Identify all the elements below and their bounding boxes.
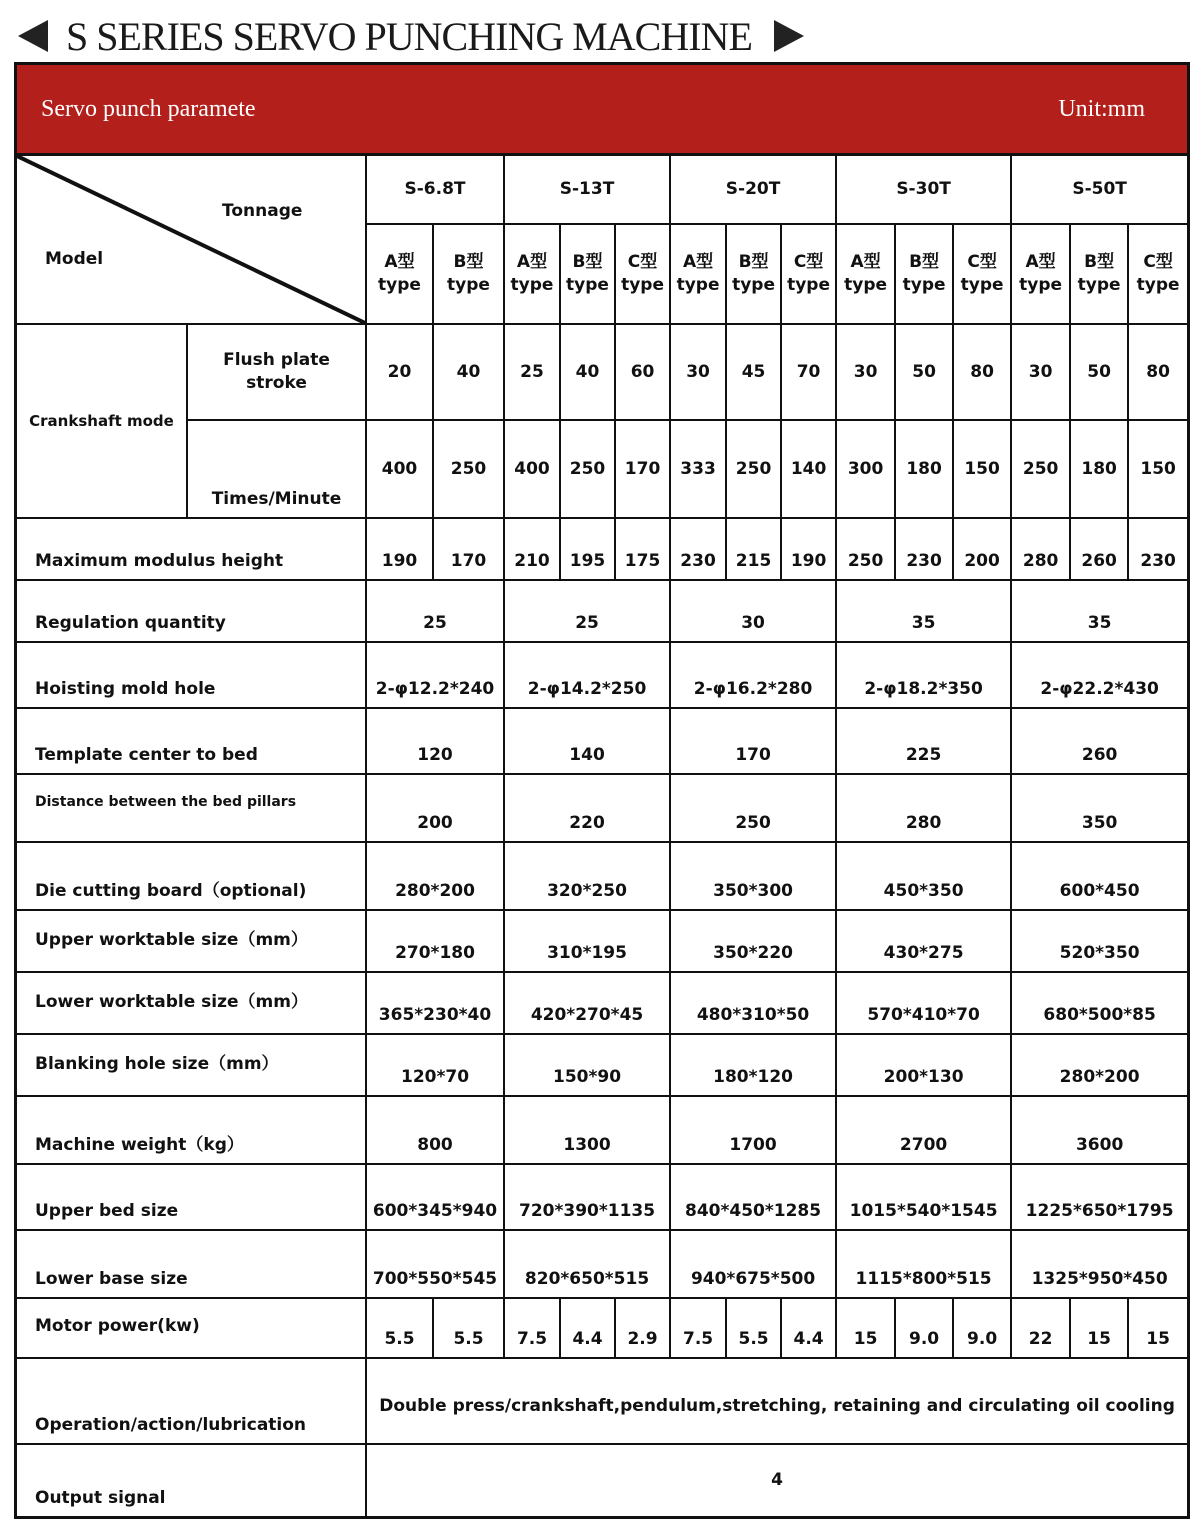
- max-modulus-value: 215: [726, 518, 781, 580]
- type-word: type: [510, 275, 554, 295]
- banner-unit: Unit:mm: [1058, 95, 1145, 122]
- type-letter: B型: [909, 252, 940, 273]
- row-value: 2-φ22.2*430: [1011, 642, 1187, 708]
- flush-value: 30: [1011, 324, 1070, 420]
- row-value: 280: [836, 774, 1011, 842]
- type-word: type: [621, 275, 664, 295]
- type-word: type: [787, 275, 831, 295]
- title-bar: [18, 10, 804, 62]
- row-grouped: [17, 642, 1187, 708]
- flush-value: 40: [433, 324, 504, 420]
- row-times-minute: [17, 420, 1187, 518]
- operation-value: Double press/crankshaft,pendulum,stretching, retaining and circulating oil cooling: [366, 1358, 1187, 1444]
- diagonal-line: [17, 156, 365, 323]
- type-header: [670, 224, 726, 324]
- row-grouped: [17, 1230, 1187, 1298]
- output-signal-label: Output signal: [17, 1444, 366, 1516]
- max-modulus-value: 210: [504, 518, 560, 580]
- row-label: Lower worktable size（mm）: [17, 972, 366, 1034]
- row-value: 3600: [1011, 1096, 1187, 1164]
- type-letter: C型: [1143, 252, 1173, 273]
- header-diagonal-cell: [17, 156, 366, 324]
- arrow-right-icon[interactable]: [774, 20, 804, 52]
- type-header: [1070, 224, 1128, 324]
- row-label: Machine weight（kg）: [17, 1096, 366, 1164]
- motor-power-value: 5.5: [433, 1298, 504, 1358]
- type-word: type: [732, 275, 775, 295]
- flush-value: 30: [836, 324, 895, 420]
- row-value: 170: [670, 708, 836, 774]
- type-letter: B型: [738, 252, 769, 273]
- row-value: 2700: [836, 1096, 1011, 1164]
- type-word: type: [378, 275, 421, 295]
- row-value: 120: [366, 708, 504, 774]
- flush-label-line2: stroke: [246, 373, 307, 393]
- row-grouped: [17, 708, 1187, 774]
- flush-value: 20: [366, 324, 433, 420]
- row-value: 150*90: [504, 1034, 670, 1096]
- row-value: 600*450: [1011, 842, 1187, 910]
- row-value: 430*275: [836, 910, 1011, 972]
- row-value: 450*350: [836, 842, 1011, 910]
- flush-plate-label: [187, 324, 366, 420]
- row-value: 250: [670, 774, 836, 842]
- row-value: 200: [366, 774, 504, 842]
- row-value: 25: [504, 580, 670, 642]
- operation-label: Operation/action/lubrication: [17, 1358, 366, 1444]
- row-value: 1015*540*1545: [836, 1164, 1011, 1230]
- flush-value: 30: [670, 324, 726, 420]
- row-label: Regulation quantity: [17, 580, 366, 642]
- type-letter: A型: [850, 252, 881, 273]
- type-header: [781, 224, 836, 324]
- row-grouped: [17, 1164, 1187, 1230]
- type-header: [1128, 224, 1187, 324]
- row-grouped: [17, 1034, 1187, 1096]
- flush-value: 45: [726, 324, 781, 420]
- motor-power-value: 5.5: [726, 1298, 781, 1358]
- times-value: 300: [836, 420, 895, 518]
- max-modulus-value: 195: [560, 518, 615, 580]
- type-letter: A型: [384, 252, 415, 273]
- type-header: [726, 224, 781, 324]
- banner-title: Servo punch paramete: [41, 95, 256, 122]
- max-modulus-value: 175: [615, 518, 670, 580]
- row-value: 220: [504, 774, 670, 842]
- motor-power-unit: (kw): [157, 1316, 200, 1336]
- motor-power-value: 7.5: [670, 1298, 726, 1358]
- spec-table-container: [14, 62, 1190, 1519]
- row-value: 720*390*1135: [504, 1164, 670, 1230]
- row-value: 25: [366, 580, 504, 642]
- row-value: 225: [836, 708, 1011, 774]
- type-letter: C型: [967, 252, 997, 273]
- flush-value: 50: [1070, 324, 1128, 420]
- motor-power-value: 15: [1128, 1298, 1187, 1358]
- max-modulus-value: 190: [366, 518, 433, 580]
- row-operation: [17, 1358, 1187, 1444]
- times-value: 250: [560, 420, 615, 518]
- type-letter: A型: [682, 252, 714, 273]
- spec-table: [17, 156, 1187, 1516]
- row-label: Lower base size: [17, 1230, 366, 1298]
- type-header: [1011, 224, 1070, 324]
- row-grouped: [17, 774, 1187, 842]
- flush-value: 80: [953, 324, 1011, 420]
- row-value: 270*180: [366, 910, 504, 972]
- row-value: 1300: [504, 1096, 670, 1164]
- flush-value: 80: [1128, 324, 1187, 420]
- row-grouped: [17, 1096, 1187, 1164]
- times-value: 150: [1128, 420, 1187, 518]
- row-value: 820*650*515: [504, 1230, 670, 1298]
- times-value: 250: [726, 420, 781, 518]
- flush-value: 70: [781, 324, 836, 420]
- row-label: Template center to bed: [17, 708, 366, 774]
- motor-power-value: 9.0: [953, 1298, 1011, 1358]
- tonnage-header: S-30T: [836, 156, 1011, 224]
- row-value: 30: [670, 580, 836, 642]
- max-modulus-value: 230: [1128, 518, 1187, 580]
- times-value: 250: [1011, 420, 1070, 518]
- row-value: 320*250: [504, 842, 670, 910]
- row-value: 35: [836, 580, 1011, 642]
- row-value: 2-φ14.2*250: [504, 642, 670, 708]
- max-modulus-value: 200: [953, 518, 1011, 580]
- type-word: type: [902, 275, 946, 295]
- type-letter: A型: [1025, 252, 1056, 273]
- row-value: 260: [1011, 708, 1187, 774]
- type-header: [504, 224, 560, 324]
- arrow-left-icon[interactable]: [18, 20, 48, 52]
- times-minute-label: Times/Minute: [187, 420, 366, 518]
- tonnage-header: S-13T: [504, 156, 670, 224]
- row-value: 680*500*85: [1011, 972, 1187, 1034]
- row-value: 350: [1011, 774, 1187, 842]
- type-word: type: [566, 275, 609, 295]
- max-modulus-value: 190: [781, 518, 836, 580]
- max-modulus-value: 260: [1070, 518, 1128, 580]
- type-letter: C型: [627, 252, 658, 273]
- max-modulus-value: 280: [1011, 518, 1070, 580]
- row-motor-power: [17, 1298, 1187, 1358]
- row-flush-plate-stroke: [17, 324, 1187, 420]
- type-word: type: [1136, 275, 1180, 295]
- times-value: 333: [670, 420, 726, 518]
- motor-power-label: [17, 1298, 366, 1358]
- tonnage-header: S-50T: [1011, 156, 1187, 224]
- row-value: 480*310*50: [670, 972, 836, 1034]
- flush-value: 25: [504, 324, 560, 420]
- row-grouped: [17, 580, 1187, 642]
- row-value: 1225*650*1795: [1011, 1164, 1187, 1230]
- row-label: Hoisting mold hole: [17, 642, 366, 708]
- row-value: 800: [366, 1096, 504, 1164]
- times-value: 180: [1070, 420, 1128, 518]
- times-value: 400: [504, 420, 560, 518]
- row-label: Upper worktable size（mm）: [17, 910, 366, 972]
- row-label: Die cutting board（optional): [17, 842, 366, 910]
- type-letter: B型: [453, 252, 484, 273]
- times-value: 400: [366, 420, 433, 518]
- flush-value: 50: [895, 324, 953, 420]
- type-word: type: [447, 275, 490, 295]
- times-value: 250: [433, 420, 504, 518]
- row-value: 2-φ16.2*280: [670, 642, 836, 708]
- page-title: S SERIES SERVO PUNCHING MACHINE: [66, 13, 752, 59]
- row-value: 700*550*545: [366, 1230, 504, 1298]
- type-header: [433, 224, 504, 324]
- type-letter: A型: [516, 252, 548, 273]
- row-value: 365*230*40: [366, 972, 504, 1034]
- crankshaft-mode-label: Crankshaft mode: [17, 324, 187, 518]
- header-row-tonnage: [17, 156, 1187, 224]
- row-value: 570*410*70: [836, 972, 1011, 1034]
- row-value: 200*130: [836, 1034, 1011, 1096]
- type-word: type: [1077, 275, 1121, 295]
- row-value: 280*200: [1011, 1034, 1187, 1096]
- row-label: Distance between the bed pillars: [17, 774, 366, 842]
- row-value: 520*350: [1011, 910, 1187, 972]
- row-value: 280*200: [366, 842, 504, 910]
- type-header: [895, 224, 953, 324]
- row-value: 350*300: [670, 842, 836, 910]
- type-header: [560, 224, 615, 324]
- times-value: 170: [615, 420, 670, 518]
- motor-power-value: 7.5: [504, 1298, 560, 1358]
- row-grouped: [17, 842, 1187, 910]
- max-modulus-label: Maximum modulus height: [17, 518, 366, 580]
- max-modulus-value: 230: [670, 518, 726, 580]
- times-value: 140: [781, 420, 836, 518]
- row-value: 420*270*45: [504, 972, 670, 1034]
- motor-power-value: 2.9: [615, 1298, 670, 1358]
- motor-power-text: Motor power: [35, 1316, 158, 1336]
- type-letter: B型: [1084, 252, 1115, 273]
- motor-power-value: 22: [1011, 1298, 1070, 1358]
- table-banner: [17, 65, 1187, 156]
- output-signal-value: 4: [366, 1444, 1187, 1516]
- row-value: 940*675*500: [670, 1230, 836, 1298]
- row-value: 120*70: [366, 1034, 504, 1096]
- max-modulus-value: 250: [836, 518, 895, 580]
- row-value: 1325*950*450: [1011, 1230, 1187, 1298]
- row-label: Blanking hole size（mm）: [17, 1034, 366, 1096]
- row-value: 2-φ18.2*350: [836, 642, 1011, 708]
- tonnage-header: S-20T: [670, 156, 836, 224]
- row-max-modulus: [17, 518, 1187, 580]
- tonnage-label: Tonnage: [222, 201, 303, 221]
- motor-power-value: 4.4: [781, 1298, 836, 1358]
- max-modulus-value: 230: [895, 518, 953, 580]
- motor-power-value: 15: [1070, 1298, 1128, 1358]
- type-header: [615, 224, 670, 324]
- type-word: type: [676, 275, 720, 295]
- row-value: 140: [504, 708, 670, 774]
- type-header: [366, 224, 433, 324]
- type-header: [953, 224, 1011, 324]
- row-value: 1700: [670, 1096, 836, 1164]
- motor-power-value: 5.5: [366, 1298, 433, 1358]
- row-value: 180*120: [670, 1034, 836, 1096]
- model-label: Model: [45, 249, 104, 269]
- row-value: 35: [1011, 580, 1187, 642]
- max-modulus-value: 170: [433, 518, 504, 580]
- row-value: 350*220: [670, 910, 836, 972]
- tonnage-header: S-6.8T: [366, 156, 504, 224]
- row-value: 840*450*1285: [670, 1164, 836, 1230]
- type-word: type: [960, 275, 1004, 295]
- motor-power-value: 15: [836, 1298, 895, 1358]
- flush-value: 40: [560, 324, 615, 420]
- type-letter: B型: [572, 252, 603, 273]
- flush-value: 60: [615, 324, 670, 420]
- row-value: 2-φ12.2*240: [366, 642, 504, 708]
- type-header: [836, 224, 895, 324]
- motor-power-value: 9.0: [895, 1298, 953, 1358]
- flush-label-line1: Flush plate: [223, 350, 330, 371]
- row-value: 1115*800*515: [836, 1230, 1011, 1298]
- row-grouped: [17, 910, 1187, 972]
- times-value: 180: [895, 420, 953, 518]
- row-value: 310*195: [504, 910, 670, 972]
- type-word: type: [1019, 275, 1063, 295]
- motor-power-value: 4.4: [560, 1298, 615, 1358]
- type-letter: C型: [793, 252, 824, 273]
- row-grouped: [17, 972, 1187, 1034]
- type-word: type: [844, 275, 888, 295]
- row-value: 600*345*940: [366, 1164, 504, 1230]
- row-output-signal: [17, 1444, 1187, 1516]
- times-value: 150: [953, 420, 1011, 518]
- row-label: Upper bed size: [17, 1164, 366, 1230]
